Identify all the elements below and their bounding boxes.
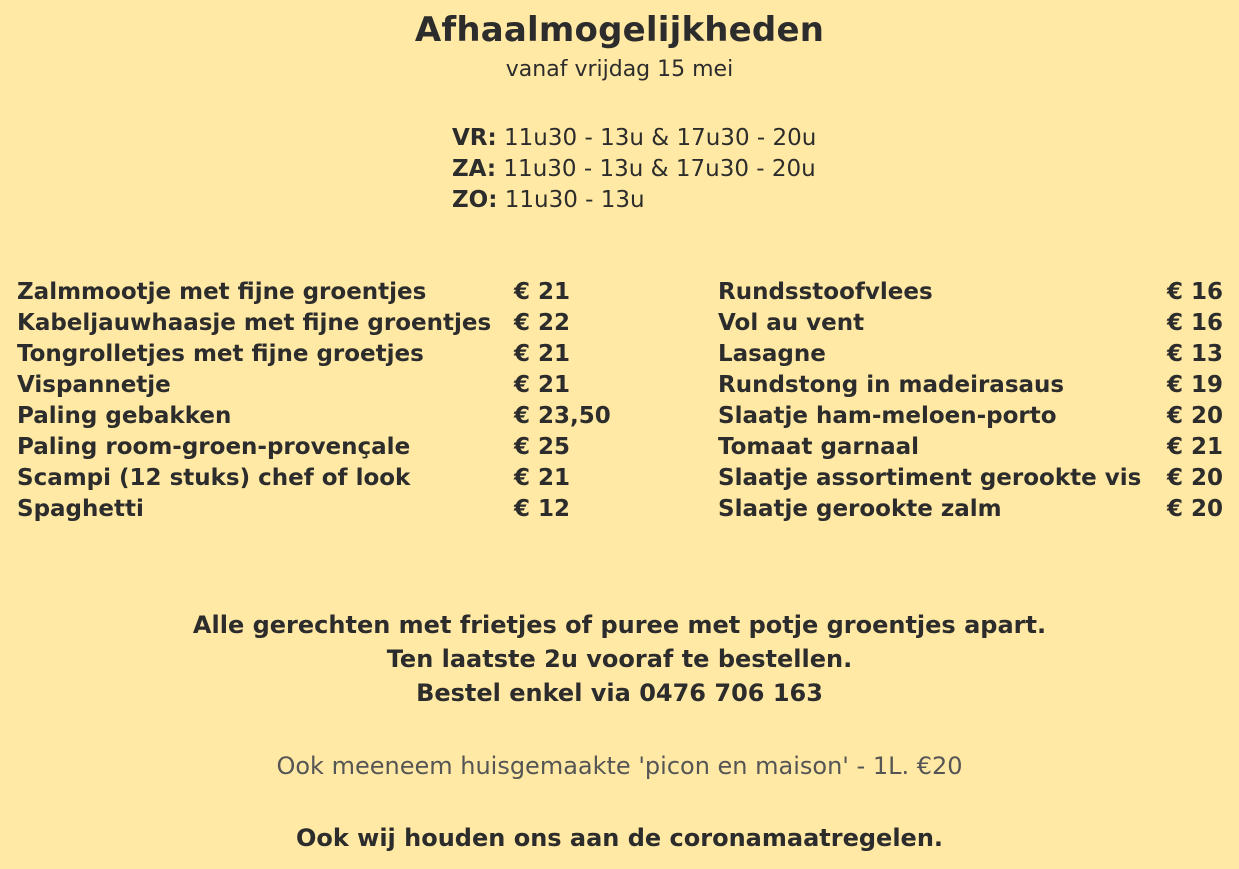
hours-row-saturday [452, 154, 952, 185]
order-notes [0, 608, 1239, 710]
menu-item-price: € 12 [514, 496, 571, 522]
hours-row-friday [452, 123, 952, 154]
menu-item-name: Vol au vent [718, 310, 865, 336]
menu-item-name: Rundstong in madeirasaus [718, 372, 1065, 398]
menu-item-name: Zalmmootje met fijne groentjes [17, 279, 427, 305]
menu-item [17, 494, 617, 525]
menu-item [718, 370, 1228, 401]
menu-item-price: € 20 [1167, 403, 1224, 429]
hours-day-label: ZO: [452, 187, 498, 213]
menu-item [17, 339, 617, 370]
page-title: Afhaalmogelijkheden [414, 10, 825, 50]
hours-day-label: VR: [452, 125, 497, 151]
page-subtitle: vanaf vrijdag 15 mei [505, 57, 734, 82]
menu-item-price: € 21 [1167, 434, 1224, 460]
menu-item-price: € 23,50 [514, 403, 611, 429]
menu-item-name: Slaatje assortiment gerookte vis [718, 465, 1142, 491]
menu-item-price: € 19 [1167, 372, 1224, 398]
menu-item-price: € 21 [514, 279, 571, 305]
hours-time: 11u30 - 13u & 17u30 - 20u [504, 125, 817, 151]
opening-hours [452, 123, 952, 216]
hours-time: 11u30 - 13u & 17u30 - 20u [503, 156, 816, 182]
menu-item-price: € 16 [1167, 279, 1224, 305]
menu-item-name: Slaatje gerookte zalm [718, 496, 1002, 522]
menu-item-name: Slaatje ham-meloen-porto [718, 403, 1057, 429]
menu-item [718, 308, 1228, 339]
menu-item-price: € 25 [514, 434, 571, 460]
menu-item-name: Tongrolletjes met fijne groetjes [17, 341, 424, 367]
menu-item [718, 463, 1228, 494]
menu-item [17, 401, 617, 432]
menu-item-name: Spaghetti [17, 496, 144, 522]
hours-day-label: ZA: [452, 156, 497, 182]
hours-time: 11u30 - 13u [504, 187, 645, 213]
menu-item [718, 432, 1228, 463]
menu-item-price: € 21 [514, 341, 571, 367]
note-order-deadline: Ten laatste 2u vooraf te bestellen. [386, 645, 853, 673]
menu-item [718, 277, 1228, 308]
menu-item-price: € 13 [1167, 341, 1224, 367]
menu-item-name: Paling room-groen-provençale [17, 434, 411, 460]
menu-item-name: Vispannetje [17, 372, 171, 398]
menu-item-price: € 20 [1167, 465, 1224, 491]
corona-notice: Ook wij houden ons aan de coronamaatregelen. [295, 824, 944, 852]
menu-item [17, 308, 617, 339]
menu-item [17, 463, 617, 494]
menu-item-price: € 21 [514, 465, 571, 491]
menu-item [17, 370, 617, 401]
hours-row-sunday [452, 185, 952, 216]
menu-item [718, 401, 1228, 432]
menu-column-right [718, 277, 1228, 525]
menu-item [718, 339, 1228, 370]
menu-item [17, 432, 617, 463]
menu-item-name: Tomaat garnaal [718, 434, 920, 460]
menu-item-name: Lasagne [718, 341, 826, 367]
menu-item-price: € 21 [514, 372, 571, 398]
menu-item-price: € 22 [514, 310, 571, 336]
menu-item-name: Kabeljauwhaasje met fijne groentjes [17, 310, 492, 336]
menu-item-name: Rundsstoofvlees [718, 279, 933, 305]
menu-item-name: Scampi (12 stuks) chef of look [17, 465, 411, 491]
menu-item-price: € 20 [1167, 496, 1224, 522]
extra-offer: Ook meeneem huisgemaakte 'picon en maison' - 1L. €20 [276, 752, 963, 780]
menu-item [17, 277, 617, 308]
menu-item-price: € 16 [1167, 310, 1224, 336]
note-side-dishes: Alle gerechten met frietjes of puree met potje groentjes apart. [192, 611, 1047, 639]
menu-item [718, 494, 1228, 525]
menu-item-name: Paling gebakken [17, 403, 232, 429]
note-order-phone: Bestel enkel via 0476 706 163 [416, 679, 823, 707]
menu-column-left [17, 277, 617, 525]
